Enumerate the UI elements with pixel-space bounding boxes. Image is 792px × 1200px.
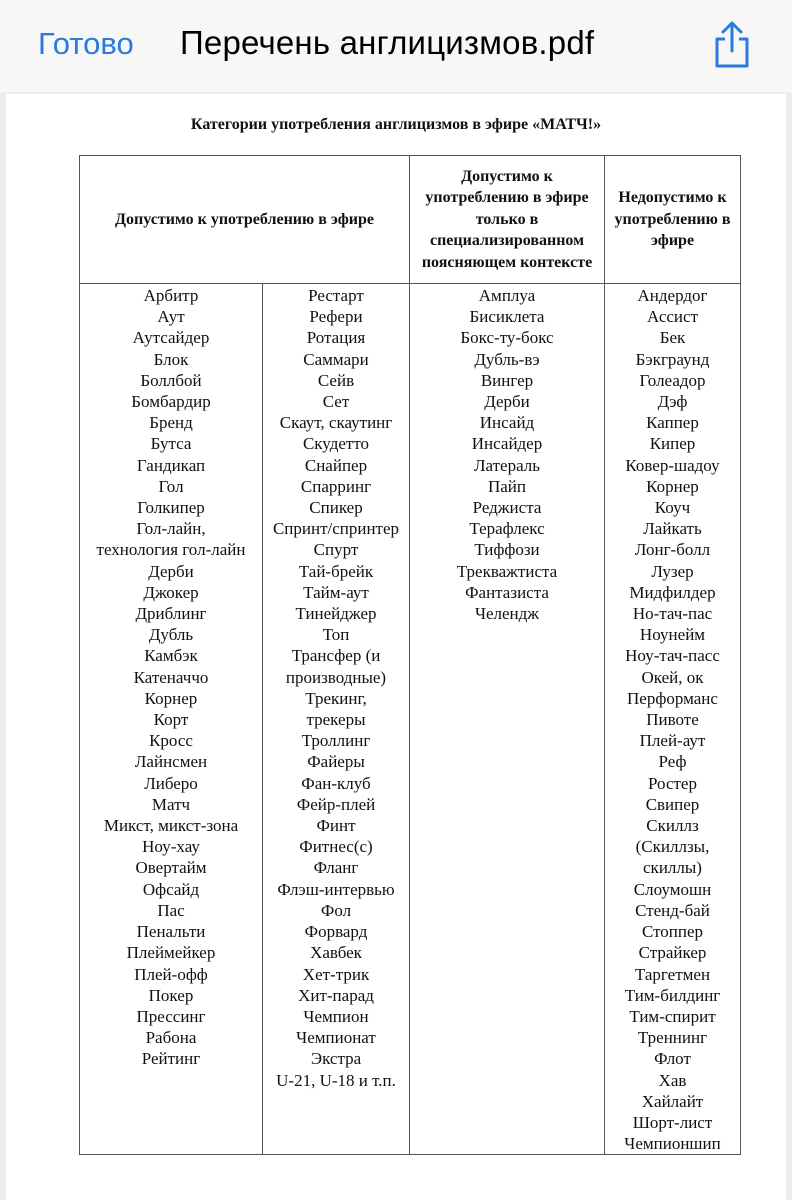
term-item: Спикер	[309, 498, 363, 518]
term-item: Шорт-лист	[632, 1112, 713, 1132]
term-item: Каппер	[646, 413, 699, 433]
term-item: Дэф	[657, 392, 688, 412]
term-item: Фитнес(с)	[299, 837, 373, 857]
term-item: Фейр-плей	[296, 794, 376, 814]
term-item: Трекважтиста	[456, 561, 558, 581]
term-item: Стенд-бай	[635, 900, 710, 920]
term-item: Аутсайдер	[132, 328, 210, 348]
term-item: Сет	[322, 392, 350, 412]
term-item: Лузер	[651, 561, 694, 581]
term-item: Джокер	[143, 582, 199, 602]
term-item: Пас	[157, 900, 185, 920]
term-item: Лайнсмен	[134, 752, 208, 772]
term-item: Страйкер	[638, 943, 707, 963]
term-item: Саммари	[303, 349, 369, 369]
term-item: Коуч	[654, 498, 691, 518]
term-item: Форвард	[304, 922, 368, 942]
term-item: Корнер	[646, 476, 699, 496]
term-item: Топ	[322, 625, 350, 645]
term-item: Скудетто	[302, 434, 370, 454]
term-item: Спринт/спринтер	[272, 519, 400, 539]
term-item: (Скиллзы,	[635, 837, 710, 857]
term-item: Боллбой	[140, 370, 202, 390]
term-item: Катеначчо	[133, 667, 209, 687]
pdf-page	[6, 94, 786, 1200]
term-item: Дриблинг	[135, 604, 207, 624]
term-item: Инсайдер	[471, 434, 543, 454]
share-icon[interactable]	[710, 20, 754, 70]
term-item: Корт	[153, 710, 189, 730]
column-allowed-2	[263, 284, 410, 1155]
term-item: Бокс-ту-бокс	[460, 328, 554, 348]
term-item: Лонг-болл	[634, 540, 711, 560]
term-item: Реф	[658, 752, 687, 772]
term-item: Плеймейкер	[126, 943, 216, 963]
term-item: Сейв	[317, 370, 355, 390]
term-item: Фан-клуб	[301, 773, 371, 793]
term-item: Терафлекс	[469, 519, 545, 539]
term-item: Чемпионат	[296, 1028, 376, 1048]
header-forbidden-text: Недопустимо к употреблению в эфире	[614, 189, 731, 250]
term-item: Кипер	[649, 434, 696, 454]
term-item: Бэкграунд	[635, 349, 710, 369]
term-item: Гандикап	[136, 455, 206, 475]
term-item: трекеры	[306, 710, 366, 730]
term-item: Тинейджер	[295, 604, 377, 624]
term-item: Фол	[320, 900, 352, 920]
term-item: Флэш-интервью	[277, 879, 395, 899]
term-item: Слоумошн	[633, 879, 712, 899]
term-item: Инсайд	[479, 413, 535, 433]
term-item: Овертайм	[135, 858, 207, 878]
term-item: Челендж	[474, 604, 540, 624]
term-item: Арбитр	[143, 286, 199, 305]
term-item: Гол	[158, 476, 184, 496]
term-item: Чемпионшип	[624, 1134, 721, 1154]
term-item: Андердог	[637, 286, 708, 305]
term-item: Аут	[157, 307, 185, 327]
term-item: Ковер-шадоу	[625, 455, 720, 475]
term-item: Тим-билдинг	[624, 985, 721, 1005]
term-item: Тим-спирит	[629, 1006, 716, 1026]
term-item: U-21, U-18 и т.п.	[276, 1070, 396, 1090]
term-item: Рейтинг	[141, 1049, 201, 1069]
term-item: Дерби	[148, 561, 194, 581]
term-item: Спурт	[313, 540, 359, 560]
term-item: производные)	[285, 667, 387, 687]
term-item: Таргетмен	[634, 964, 711, 984]
term-item: Корнер	[144, 688, 198, 708]
term-item: Бек	[659, 328, 686, 348]
term-item: Матч	[151, 794, 191, 814]
term-item: Дубль	[148, 625, 194, 645]
term-item: Бренд	[149, 413, 193, 433]
term-item: Фантазиста	[465, 582, 549, 602]
term-item: Спарринг	[300, 476, 372, 496]
term-item: Флот	[654, 1049, 691, 1069]
term-item: Дерби	[484, 392, 530, 412]
term-item: Скиллз	[646, 816, 699, 836]
term-item: Рестарт	[308, 286, 364, 305]
term-item: Чемпион	[303, 1006, 369, 1026]
term-item: Пенальти	[136, 922, 206, 942]
term-item: Покер	[148, 985, 194, 1005]
term-item: Хит-парад	[298, 985, 374, 1005]
term-item: Хавбек	[310, 943, 362, 963]
term-item: Голкипер	[137, 498, 205, 518]
header-forbidden	[605, 156, 741, 284]
term-item: Но-тач-пас	[632, 604, 713, 624]
term-item: Стоппер	[641, 922, 704, 942]
term-item: Тайм-аут	[303, 582, 369, 602]
term-item: Трекинг,	[305, 688, 367, 708]
term-item: Пайп	[487, 476, 527, 496]
top-nav-bar	[0, 0, 792, 92]
column-allowed-1	[80, 284, 263, 1155]
document-title: Категории употребления англицизмов в эфире «МАТЧ!»	[190, 116, 602, 133]
term-item: Пивоте	[646, 710, 699, 730]
term-item: Ноу-тач-пасс	[625, 646, 720, 666]
term-item: Тай-брейк	[298, 561, 374, 581]
term-item: Латераль	[473, 455, 541, 475]
term-item: Бисиклета	[469, 307, 545, 327]
term-item: технология гол-лайн	[96, 540, 246, 560]
term-item: Файеры	[307, 752, 365, 772]
file-title: Перечень англицизмов.pdf	[180, 24, 595, 61]
term-item: Хайлайт	[641, 1091, 704, 1111]
term-item: Ноунейм	[639, 625, 706, 645]
anglicisms-table	[79, 155, 741, 1155]
term-item: Голеадор	[639, 370, 706, 390]
term-item: Микст, микст-зона	[103, 816, 239, 836]
term-item: Прессинг	[136, 1006, 206, 1026]
term-item: Дубль-вэ	[474, 349, 540, 369]
done-button[interactable]: Готово	[38, 26, 134, 61]
term-item: Экстра	[310, 1049, 362, 1069]
term-item: Гол-лайн,	[136, 519, 206, 539]
term-item: Ротация	[306, 328, 366, 348]
header-allowed: Допустимо к употреблению в эфире	[80, 156, 410, 284]
term-item: Финт	[316, 816, 356, 836]
term-item: Треннинг	[637, 1028, 708, 1048]
term-item: Снайпер	[304, 455, 368, 475]
column-special	[410, 284, 605, 1155]
header-special-text: Допустимо к употреблению в эфире только в специализированном поясняющем контексте	[421, 167, 593, 271]
term-item: Ростер	[648, 773, 697, 793]
term-item: Офсайд	[142, 879, 200, 899]
header-special	[410, 156, 605, 284]
column-forbidden	[605, 284, 741, 1155]
term-item: Скаут, скаутинг	[279, 413, 393, 433]
term-item: Рабона	[145, 1028, 197, 1048]
term-item: Плей-аут	[639, 731, 706, 751]
term-item: Амплуа	[478, 286, 536, 305]
term-item: Хав	[658, 1070, 687, 1090]
term-item: Рефери	[309, 307, 363, 327]
term-item: Хет-трик	[302, 964, 370, 984]
term-item: Перформанс	[627, 688, 718, 708]
term-item: Троллинг	[301, 731, 371, 751]
term-item: Бомбардир	[131, 392, 211, 412]
term-item: скиллы)	[643, 858, 702, 878]
term-item: Плей-офф	[134, 964, 208, 984]
term-item: Лайкать	[643, 519, 702, 539]
term-item: Фланг	[313, 858, 359, 878]
term-item: Ассист	[646, 307, 699, 327]
term-item: Свипер	[645, 794, 700, 814]
term-item: Кросс	[149, 731, 193, 751]
term-item: Блок	[153, 349, 189, 369]
term-item: Мидфилдер	[629, 582, 716, 602]
term-item: Ноу-хау	[142, 837, 200, 857]
term-item: Трансфер (и	[291, 646, 381, 666]
term-item: Вингер	[480, 370, 534, 390]
term-item: Либеро	[144, 773, 198, 793]
term-item: Бутса	[150, 434, 192, 454]
term-item: Тиффози	[474, 540, 540, 560]
term-item: Окей, ок	[641, 667, 704, 687]
term-item: Камбэк	[144, 646, 198, 666]
term-item: Реджиста	[472, 498, 542, 518]
